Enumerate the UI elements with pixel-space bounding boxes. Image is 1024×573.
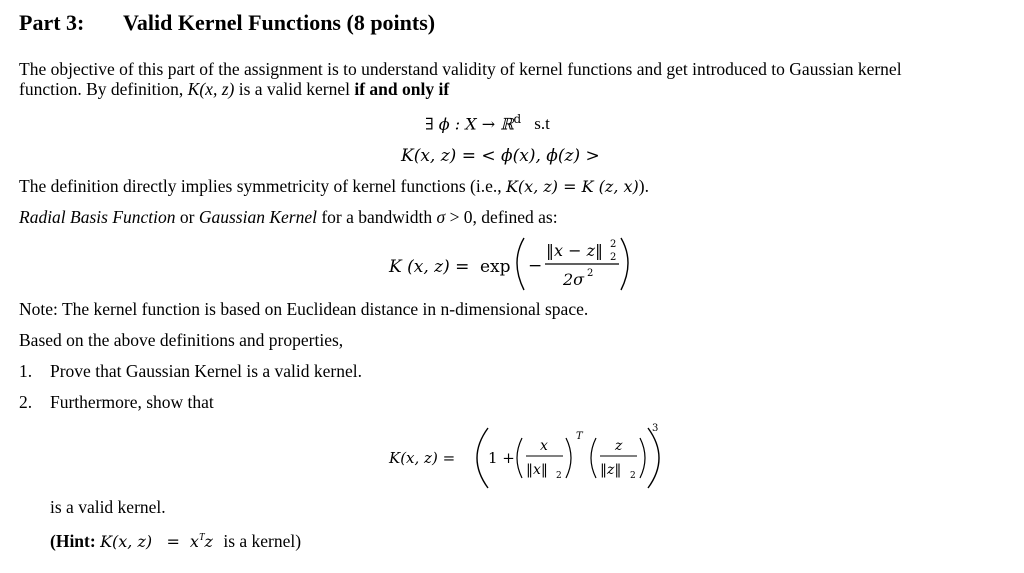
denominator-sup: 2 <box>587 268 594 279</box>
gaussian-name: Gaussian Kernel <box>198 207 317 227</box>
hint-transpose: T <box>198 532 205 543</box>
hint-x: x <box>189 531 199 551</box>
numerator-sub: 2 <box>610 252 617 263</box>
exists-expr: ∃ ϕ : X → ℝ <box>425 114 514 134</box>
transpose-sup: T <box>576 431 583 442</box>
outer-left-paren <box>477 428 488 488</box>
numerator: ‖x − z‖ <box>546 241 604 260</box>
valid-kernel-text: is a valid kernel. <box>50 497 166 517</box>
hint-post: is a kernel) <box>223 530 302 551</box>
x-left-paren <box>517 438 522 478</box>
symmetry-post: ). <box>638 176 649 196</box>
rbf-or: or <box>175 207 199 227</box>
x-right-paren <box>566 438 571 478</box>
hint-label: Hint: <box>55 530 96 551</box>
z-right-paren <box>640 438 645 478</box>
z-numerator: z <box>615 438 623 454</box>
rbf-bandwidth-text: for a bandwidth <box>316 207 437 227</box>
z-left-paren <box>591 438 596 478</box>
gaussian-lhs: K (x, z) = <box>389 257 470 277</box>
intro-mid: is a valid kernel <box>234 79 355 99</box>
intro-math: K(x, z) <box>187 79 235 99</box>
such-that: s.t <box>534 114 550 134</box>
rbf-defined-as: > 0, defined as: <box>445 207 558 227</box>
minus-sign: − <box>528 256 543 276</box>
exists-sup: d <box>513 112 522 126</box>
task-2-text: Furthermore, show that <box>50 392 214 412</box>
intro-text: function. By definition, <box>19 79 188 99</box>
cube-power: 3 <box>652 423 659 434</box>
outer-right-paren <box>648 428 659 488</box>
denominator: 2σ <box>563 270 585 289</box>
hint-line <box>50 528 301 552</box>
intro-bold: if and only if <box>354 79 450 99</box>
symmetry-math: K(x, z) = K (z, x) <box>505 177 639 196</box>
x-numerator: x <box>540 438 548 454</box>
symmetry-text: The definition directly implies symmetricity of kernel functions (i.e., <box>19 176 506 196</box>
part-number: Part 3: <box>19 10 85 35</box>
numerator-sup: 2 <box>610 239 617 250</box>
section-title: Valid Kernel Functions (8 points) <box>123 10 436 35</box>
sigma-symbol: σ <box>436 207 446 227</box>
x-norm: ‖x‖ <box>526 462 548 478</box>
note-line: Note: The kernel function is based on Euclidean distance in n-dimensional space. <box>19 299 589 319</box>
z-norm-sub: 2 <box>630 471 636 481</box>
one-plus: 1 + <box>488 449 515 467</box>
based-on-line: Based on the above definitions and properties, <box>19 330 344 350</box>
poly-lhs: K(x, z) = <box>389 449 456 467</box>
z-norm: ‖z‖ <box>600 462 622 478</box>
hint-equals: = <box>166 531 180 551</box>
task-1-text: Prove that Gaussian Kernel is a valid kernel. <box>50 361 362 381</box>
x-norm-sub: 2 <box>556 471 562 481</box>
task-1-number: 1. <box>19 361 33 381</box>
exp-label: exp <box>480 257 511 277</box>
rbf-name: Radial Basis Function <box>19 207 176 227</box>
task-2-number: 2. <box>19 392 33 412</box>
hint-open-paren: ( <box>50 530 56 551</box>
inner-product-definition: K(x, z) = < ϕ(x), ϕ(z) > <box>401 146 600 166</box>
hint-z: z <box>204 531 213 551</box>
intro-line-1: The objective of this part of the assignment is to understand validity of kernel functions and get introduced to Gaussian kernel <box>19 59 902 79</box>
hint-lhs: K(x, z) <box>100 531 153 551</box>
